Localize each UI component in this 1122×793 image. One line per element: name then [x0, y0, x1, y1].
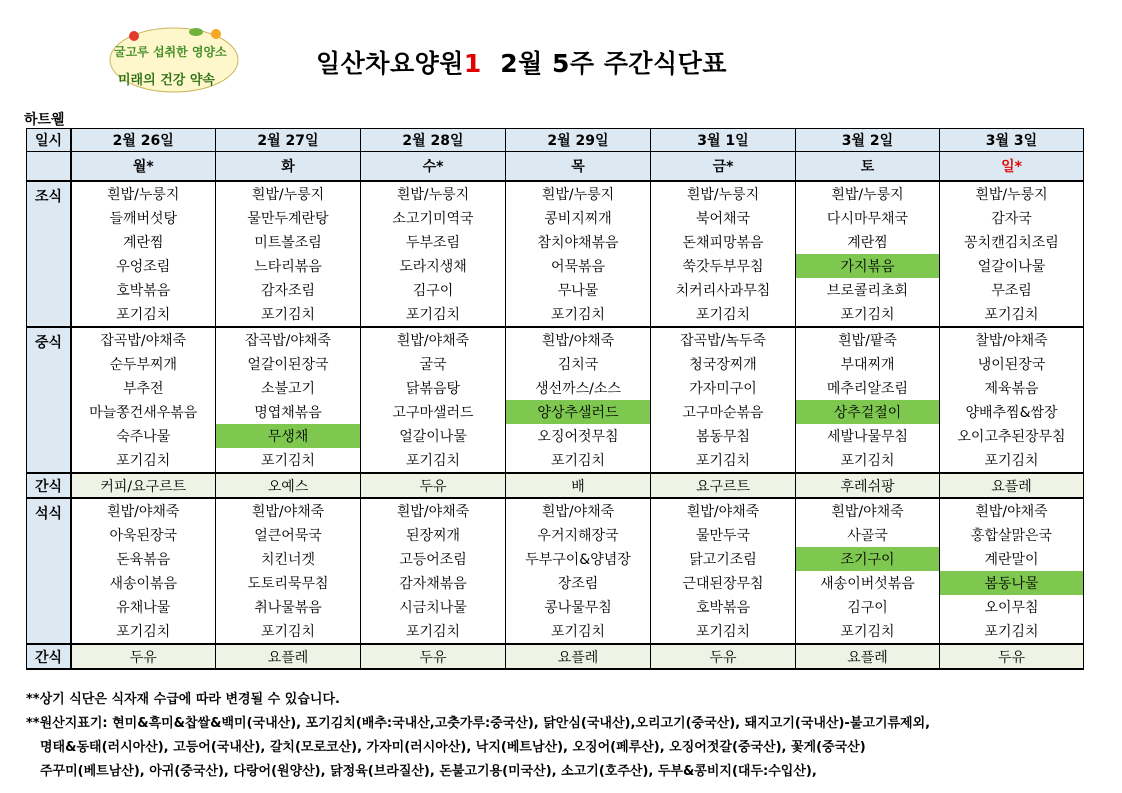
dinner-menu-item: 흰밥/야채죽: [651, 498, 796, 523]
breakfast-menu-item: 포기김치: [71, 302, 216, 327]
breakfast-menu-item: 무나물: [506, 278, 651, 302]
lunch-menu-item: 얼갈이된장국: [216, 352, 361, 376]
dinner-menu-item: 물만두국: [651, 523, 796, 547]
dinner-menu-item: 고등어조림: [361, 547, 506, 571]
breakfast-menu-item: 흰밥/누룽지: [796, 181, 940, 206]
lunch-menu-item: 고구마순볶음: [651, 400, 796, 424]
lunch-menu-item: 봄동무침: [651, 424, 796, 448]
lunch-menu-item: 무생채: [216, 424, 361, 448]
dinner-menu-item: 감자채볶음: [361, 571, 506, 595]
breakfast-menu-item: 흰밥/누룽지: [506, 181, 651, 206]
breakfast-menu-item: 감자국: [940, 206, 1084, 230]
lunch-menu-item: 제육볶음: [940, 376, 1084, 400]
breakfast-menu-item: 흰밥/누룽지: [651, 181, 796, 206]
breakfast-menu-item: 콩비지찌개: [506, 206, 651, 230]
snack-item: 요구르트: [651, 473, 796, 498]
lunch-menu-item: 상추겉절이: [796, 400, 940, 424]
date-header: 2월 28일: [361, 129, 506, 152]
breakfast-menu-item: 계란찜: [71, 230, 216, 254]
lunch-menu-item: 부대찌개: [796, 352, 940, 376]
lunch-menu-item: 잡곡밥/녹두죽: [651, 327, 796, 352]
lunch-menu-item: 포기김치: [651, 448, 796, 473]
header-empty: [27, 152, 71, 182]
dinner-menu-item: 김구이: [796, 595, 940, 619]
day-header: 월*: [71, 152, 216, 182]
snack-item: 요플레: [796, 644, 940, 669]
dinner-menu-item: 호박볶음: [651, 595, 796, 619]
facility-name: 하트웰: [24, 112, 65, 128]
lunch-menu-item: 포기김치: [796, 448, 940, 473]
snack-item: 배: [506, 473, 651, 498]
lunch-label: 중식: [27, 327, 71, 473]
breakfast-menu-item: 북어채국: [651, 206, 796, 230]
snack-item: 두유: [651, 644, 796, 669]
dinner-menu-item: 계란말이: [940, 547, 1084, 571]
breakfast-menu-item: 물만두계란탕: [216, 206, 361, 230]
lunch-menu-item: 마늘쫑건새우볶음: [71, 400, 216, 424]
breakfast-menu-item: 포기김치: [216, 302, 361, 327]
dinner-menu-item: 조기구이: [796, 547, 940, 571]
dinner-menu-item: 우거지해장국: [506, 523, 651, 547]
dinner-menu-item: 새송이볶음: [71, 571, 216, 595]
breakfast-menu-item: 호박볶음: [71, 278, 216, 302]
title-suffix: 2월 5주 주간식단표: [481, 49, 727, 78]
snack2-label: 간식: [27, 644, 71, 669]
dinner-menu-item: 봄동나물: [940, 571, 1084, 595]
lunch-menu-item: 얼갈이나물: [361, 424, 506, 448]
lunch-menu-item: 생선까스/소스: [506, 376, 651, 400]
breakfast-menu-item: 들깨버섯탕: [71, 206, 216, 230]
lunch-menu-item: 오징어젓무침: [506, 424, 651, 448]
breakfast-menu-item: 감자조림: [216, 278, 361, 302]
logo-text-1: 굴고루 섭취한 영양소: [114, 45, 227, 59]
dinner-menu-item: 장조림: [506, 571, 651, 595]
dinner-menu-item: 포기김치: [506, 619, 651, 644]
lunch-menu-item: 찰밥/야채죽: [940, 327, 1084, 352]
page-title: [316, 44, 727, 80]
lunch-menu-item: 굴국: [361, 352, 506, 376]
snack-item: 두유: [361, 644, 506, 669]
breakfast-menu-item: 포기김치: [506, 302, 651, 327]
breakfast-menu-item: 소고기미역국: [361, 206, 506, 230]
breakfast-menu-item: 무조림: [940, 278, 1084, 302]
breakfast-menu-item: 계란찜: [796, 230, 940, 254]
dinner-menu-item: 취나물볶음: [216, 595, 361, 619]
day-header: 화: [216, 152, 361, 182]
dinner-menu-item: 얼큰어묵국: [216, 523, 361, 547]
lunch-menu-item: 흰밥/야채죽: [361, 327, 506, 352]
dinner-menu-item: 사골국: [796, 523, 940, 547]
dinner-menu-item: 흰밥/야채죽: [940, 498, 1084, 523]
breakfast-menu-item: 우엉조림: [71, 254, 216, 278]
logo-text-2: 미래의 건강 약속: [118, 73, 215, 88]
title-number: 1: [463, 49, 482, 78]
breakfast-menu-item: 참치야채볶음: [506, 230, 651, 254]
header-label: 일시: [27, 129, 71, 152]
dinner-menu-item: 흰밥/야채죽: [361, 498, 506, 523]
lunch-menu-item: 가자미구이: [651, 376, 796, 400]
dinner-menu-item: 닭고기조림: [651, 547, 796, 571]
breakfast-menu-item: 흰밥/누룽지: [71, 181, 216, 206]
dinner-menu-item: 새송이버섯볶음: [796, 571, 940, 595]
lunch-menu-item: 김치국: [506, 352, 651, 376]
dinner-menu-item: 오이무침: [940, 595, 1084, 619]
lunch-menu-item: 닭볶음탕: [361, 376, 506, 400]
day-header: 토: [796, 152, 940, 182]
lunch-menu-item: 양상추샐러드: [506, 400, 651, 424]
snack-item: 오예스: [216, 473, 361, 498]
day-header: 목: [506, 152, 651, 182]
lunch-menu-item: 청국장찌개: [651, 352, 796, 376]
breakfast-menu-item: 다시마무채국: [796, 206, 940, 230]
breakfast-menu-item: 얼갈이나물: [940, 254, 1084, 278]
lunch-menu-item: 부추전: [71, 376, 216, 400]
date-header: 3월 1일: [651, 129, 796, 152]
snack-item: 두유: [71, 644, 216, 669]
snack-item: 후레쉬팡: [796, 473, 940, 498]
lunch-menu-item: 오이고추된장무침: [940, 424, 1084, 448]
dinner-menu-item: 시금치나물: [361, 595, 506, 619]
lunch-menu-item: 명엽채볶음: [216, 400, 361, 424]
snack-item: 두유: [361, 473, 506, 498]
date-header: 2월 29일: [506, 129, 651, 152]
date-header: 2월 26일: [71, 129, 216, 152]
dinner-menu-item: 두부구이&양념장: [506, 547, 651, 571]
lunch-menu-item: 고구마샐러드: [361, 400, 506, 424]
lunch-menu-item: 포기김치: [940, 448, 1084, 473]
breakfast-menu-item: 브로콜리초회: [796, 278, 940, 302]
breakfast-menu-item: 꽁치캔김치조림: [940, 230, 1084, 254]
origin-note-3: 주꾸미(베트남산), 아귀(중국산), 다랑어(원양산), 닭정육(브라질산), 돈불고기용(미국산), 소고기(호주산), 두부&콩비지(대두:수입산),: [40, 764, 817, 779]
lunch-menu-item: 흰밥/팥죽: [796, 327, 940, 352]
origin-note-2: 명태&동태(러시아산), 고등어(국내산), 갈치(모로코산), 가자미(러시아산), 낙지(베트남산), 오징어(페루산), 오징어젓갈(중국산), 꽃게(중국산): [40, 740, 866, 755]
day-header: 일*: [940, 152, 1084, 182]
dinner-menu-item: 포기김치: [940, 619, 1084, 644]
breakfast-menu-item: 흰밥/누룽지: [940, 181, 1084, 206]
breakfast-menu-item: 도라지생채: [361, 254, 506, 278]
logo-graphic: [104, 22, 244, 96]
date-header: 3월 3일: [940, 129, 1084, 152]
lunch-menu-item: 포기김치: [71, 448, 216, 473]
breakfast-label: 조식: [27, 181, 71, 327]
snack1-label: 간식: [27, 473, 71, 498]
breakfast-menu-item: 흰밥/누룽지: [216, 181, 361, 206]
dinner-menu-item: 포기김치: [71, 619, 216, 644]
lunch-menu-item: 포기김치: [361, 448, 506, 473]
lunch-menu-item: 양배추찜&쌈장: [940, 400, 1084, 424]
breakfast-menu-item: 돈채피망볶음: [651, 230, 796, 254]
breakfast-menu-item: 어묵볶음: [506, 254, 651, 278]
lunch-menu-item: 흰밥/야채죽: [506, 327, 651, 352]
origin-note-1: **원산지표기: 현미&흑미&찹쌀&백미(국내산), 포기김치(배추:국내산,고춧가루:중국산), 닭안심(국내산),오리고기(중국산), 돼지고기(국내산)-불고기류제외,: [26, 716, 931, 731]
dinner-menu-item: 흰밥/야채죽: [796, 498, 940, 523]
lunch-menu-item: 소불고기: [216, 376, 361, 400]
lunch-menu-item: 잡곡밥/야채죽: [216, 327, 361, 352]
dinner-label: 석식: [27, 498, 71, 644]
notes: [26, 688, 930, 784]
breakfast-menu-item: 느타리볶음: [216, 254, 361, 278]
title-prefix: 일산차요양원: [316, 49, 464, 78]
dinner-menu-item: 유채나물: [71, 595, 216, 619]
breakfast-menu-item: 흰밥/누룽지: [361, 181, 506, 206]
snack-item: 요플레: [216, 644, 361, 669]
dinner-menu-item: 근대된장무침: [651, 571, 796, 595]
lunch-menu-item: 포기김치: [506, 448, 651, 473]
dinner-menu-item: 포기김치: [651, 619, 796, 644]
lunch-menu-item: 숙주나물: [71, 424, 216, 448]
date-header: 3월 2일: [796, 129, 940, 152]
dinner-menu-item: 홍합살맑은국: [940, 523, 1084, 547]
lunch-menu-item: 냉이된장국: [940, 352, 1084, 376]
dinner-menu-item: 포기김치: [361, 619, 506, 644]
dinner-menu-item: 돈육볶음: [71, 547, 216, 571]
lunch-menu-item: 잡곡밥/야채죽: [71, 327, 216, 352]
day-header: 금*: [651, 152, 796, 182]
breakfast-menu-item: 쑥갓두부무침: [651, 254, 796, 278]
dinner-menu-item: 아욱된장국: [71, 523, 216, 547]
day-header: 수*: [361, 152, 506, 182]
dinner-menu-item: 콩나물무침: [506, 595, 651, 619]
menu-table: [26, 128, 1084, 670]
breakfast-menu-item: 김구이: [361, 278, 506, 302]
dinner-menu-item: 된장찌개: [361, 523, 506, 547]
snack-item: 두유: [940, 644, 1084, 669]
breakfast-menu-item: 가지볶음: [796, 254, 940, 278]
dinner-menu-item: 흰밥/야채죽: [216, 498, 361, 523]
snack-item: 커피/요구르트: [71, 473, 216, 498]
date-header: 2월 27일: [216, 129, 361, 152]
dinner-menu-item: 흰밥/야채죽: [71, 498, 216, 523]
logo: [104, 22, 244, 96]
dinner-menu-item: 포기김치: [796, 619, 940, 644]
breakfast-menu-item: 포기김치: [796, 302, 940, 327]
breakfast-menu-item: 포기김치: [651, 302, 796, 327]
breakfast-menu-item: 미트볼조림: [216, 230, 361, 254]
lunch-menu-item: 순두부찌개: [71, 352, 216, 376]
snack-item: 요플레: [940, 473, 1084, 498]
dinner-menu-item: 포기김치: [216, 619, 361, 644]
lunch-menu-item: 메추리알조림: [796, 376, 940, 400]
lunch-menu-item: 포기김치: [216, 448, 361, 473]
breakfast-menu-item: 치커리사과무침: [651, 278, 796, 302]
dinner-menu-item: 치킨너겟: [216, 547, 361, 571]
lunch-menu-item: 세발나물무침: [796, 424, 940, 448]
snack-item: 요플레: [506, 644, 651, 669]
breakfast-menu-item: 포기김치: [940, 302, 1084, 327]
dinner-menu-item: 도토리묵무침: [216, 571, 361, 595]
breakfast-menu-item: 두부조림: [361, 230, 506, 254]
change-note: **상기 식단은 식자재 수급에 따라 변경될 수 있습니다.: [26, 692, 340, 707]
breakfast-menu-item: 포기김치: [361, 302, 506, 327]
dinner-menu-item: 흰밥/야채죽: [506, 498, 651, 523]
